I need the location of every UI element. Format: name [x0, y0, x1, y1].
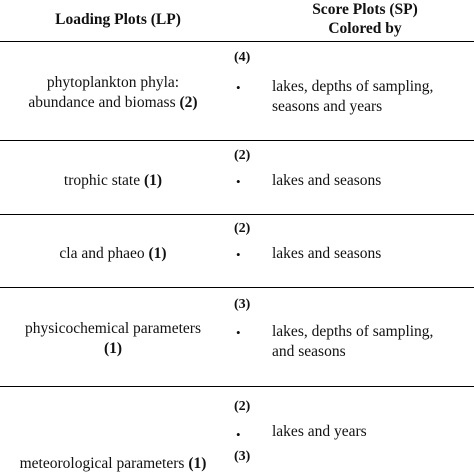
row-1-lp-count: (2): [179, 94, 198, 111]
row-1-lp-line2: abundance and biomass (2): [28, 94, 198, 111]
row-1-divider: [0, 140, 474, 141]
row-2-score-plot: lakes and seasons: [272, 172, 382, 189]
row-5-sp-count: (2): [234, 399, 251, 414]
row-3-lp-count: (1): [148, 245, 167, 262]
row-5-lp-count: (1): [188, 455, 207, 472]
header-loading-plots: Loading Plots (LP): [55, 11, 181, 28]
header-score-plots-line1: Score Plots (SP): [312, 1, 418, 18]
row-1-sp-count: (4): [234, 50, 251, 65]
row-1-bullet: •: [236, 80, 241, 95]
row-4-score-plot: [272, 322, 433, 362]
row-2-loading-plot: trophic state (1): [63, 172, 163, 189]
header-divider: [0, 41, 474, 42]
row-4-sp-count: (3): [234, 297, 251, 312]
row-3-loading-plot: cla and phaeo (1): [59, 245, 167, 262]
row-2-bullet: •: [236, 174, 241, 189]
row-4-loading-plot: [0, 319, 238, 359]
row-5-bullet: •: [236, 427, 241, 442]
row-5-sp-count-2: (3): [234, 449, 251, 464]
row-4-bullet: •: [236, 325, 241, 340]
row-3-bullet: •: [236, 247, 241, 262]
row-2-sp-count: (2): [234, 148, 251, 163]
row-5-score-plot: lakes and years: [272, 423, 367, 440]
row-4-lp-line1: physicochemical parameters: [24, 320, 202, 337]
row-2-lp-count: (1): [143, 172, 163, 189]
row-3-sp-count: (2): [234, 221, 251, 236]
row-4-sp-line2: and seasons: [272, 343, 346, 360]
row-3-divider: [0, 287, 474, 288]
row-4-sp-line1: lakes, depths of sampling,: [272, 323, 434, 340]
header-score-plots: [295, 0, 435, 38]
row-1-sp-line2: seasons and years: [272, 98, 383, 115]
row-5-loading-plot: meteorological parameters (1): [19, 455, 207, 472]
row-2-divider: [0, 214, 474, 215]
row-4-divider: [0, 386, 474, 387]
header-score-plots-line2: Colored by: [328, 20, 402, 37]
row-1-loading-plot: [0, 73, 238, 113]
row-3-score-plot: lakes and seasons: [272, 245, 382, 262]
row-1-lp-line1: phytoplankton phyla:: [46, 74, 180, 91]
row-1-sp-line1: lakes, depths of sampling,: [272, 78, 434, 95]
row-4-lp-count: (1): [103, 340, 123, 357]
row-1-score-plot: [272, 77, 433, 117]
